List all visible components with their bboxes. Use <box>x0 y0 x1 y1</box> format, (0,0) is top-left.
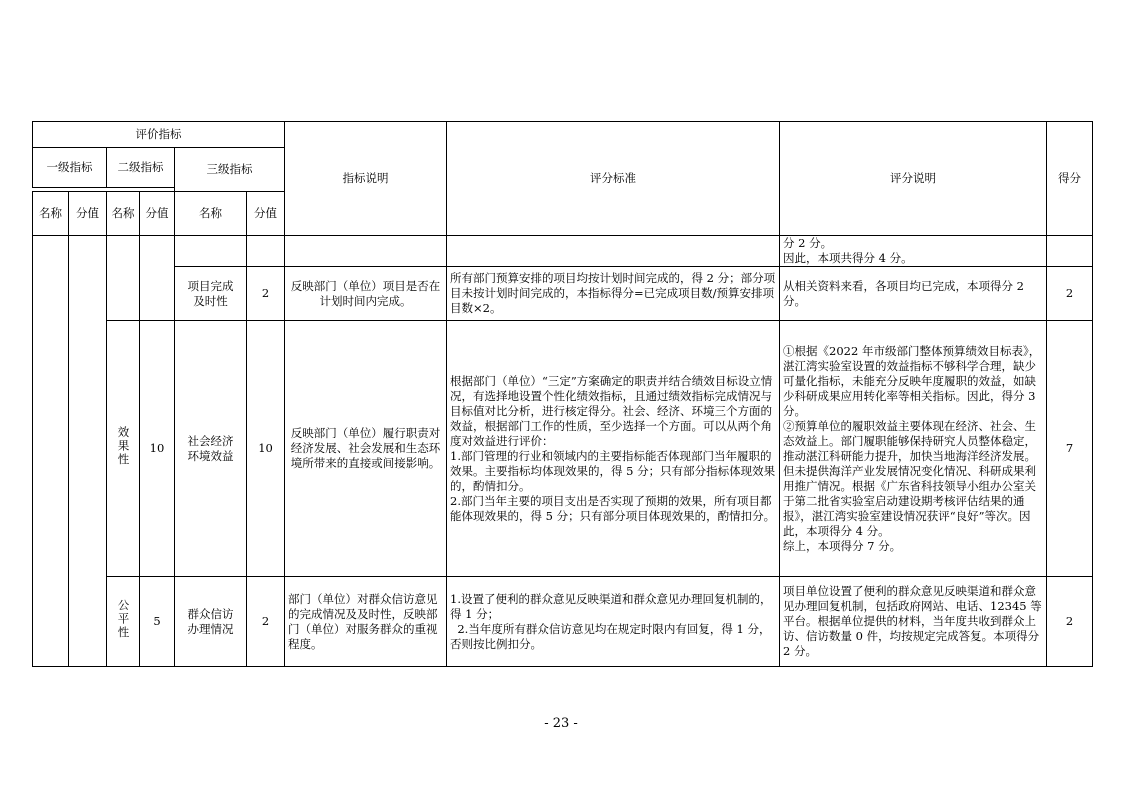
level2-value-fairness: 5 <box>140 577 175 667</box>
criteria-timeliness: 所有部门预算安排的项目均按计划时间完成的，得 2 分；部分项目未按计划时间完成的，本指标得分=已完成项目数/预算安排项目数×2。 <box>447 267 780 321</box>
level2-name-fairness-text: 公平性 <box>116 599 131 640</box>
level2-name-effect <box>107 321 140 577</box>
header-scoring-criteria: 评分标准 <box>447 122 780 236</box>
explanation-timeliness: 从相关资料来看，各项目均已完成，本项得分 2 分。 <box>780 267 1047 321</box>
header-level3-name: 名称 <box>175 192 247 236</box>
header-evaluation-indicators: 评价指标 <box>33 122 285 148</box>
header-level2: 二级指标 <box>107 148 175 188</box>
header-level1-value: 分值 <box>69 192 107 236</box>
criteria-fairness: 1.设置了便利的群众意见反映渠道和群众意见办理回复机制的，得 1 分； 2.当年度所有群众信访意见均在规定时限内有回复，得 1 分，否则按比例扣分。 <box>447 577 780 667</box>
level3-name-cell <box>175 236 247 267</box>
level2-name-effect-text: 效果性 <box>116 426 131 467</box>
explanation-fairness: 项目单位设置了便利的群众意见反映渠道和群众意见办理回复机制，包括政府网站、电话、12345 等平台。根据单位提供的材料，当年度共收到群众上访、信访数量 0 件，均按规定完成答复。本项得分 2 分。 <box>780 577 1047 667</box>
header-level3-value: 分值 <box>247 192 285 236</box>
level3-name-fairness: 群众信访 办理情况 <box>175 577 247 667</box>
explanation-effect: ①根据《2022 年市级部门整体预算绩效目标表》，湛江湾实验室设置的效益指标不够科学合理，缺少可量化指标，未能充分反映年度履职的效益，如缺少科研成果应用转化率等相关指标。因此，得分 3 分。 ②预算单位的履职效益主要体现在经济、社会、生态效益上。部门履职能够保持研究人员整体稳定，推动湛江科研能力提升，加快当地海洋经济发展。但未提供海洋产业发展情况变化情况、科研成果利用推广情况。根据《广东省科技领导小组办公室关于第二批省实验室启动建设期考核评估结果的通报》，湛江湾实验室建设情况获评“良好”等次。因此，本项得分 4 分。 综上，本项得分 7 分。 <box>780 321 1047 577</box>
page-number: - 23 - <box>544 716 578 731</box>
header-score-text: 得分 <box>1058 171 1082 185</box>
desc-fairness: 部门（单位）对群众信访意见的完成情况及及时性，反映部门（单位）对服务群众的重视程度。 <box>285 577 447 667</box>
level3-name-effect: 社会经济 环境效益 <box>175 321 247 577</box>
table-row <box>33 267 1093 321</box>
desc-timeliness: 反映部门（单位）项目是否在计划时间内完成。 <box>285 267 447 321</box>
level3-name-timeliness: 项目完成 及时性 <box>175 267 247 321</box>
header-level2-value: 分值 <box>140 192 175 236</box>
explanation-cell: 分 2 分。 因此，本项共得分 4 分。 <box>780 236 1047 267</box>
level1-name-cell <box>33 236 69 667</box>
table-row <box>33 321 1093 577</box>
level3-value-effect: 10 <box>247 321 285 577</box>
header-score <box>1047 122 1093 236</box>
level2-value-cell <box>140 236 175 321</box>
level3-value-fairness: 2 <box>247 577 285 667</box>
header-scoring-explanation: 评分说明 <box>780 122 1047 236</box>
level2-name-fairness <box>107 577 140 667</box>
table-row <box>33 577 1093 667</box>
score-fairness: 2 <box>1047 577 1093 667</box>
level3-value-cell <box>247 236 285 267</box>
evaluation-table <box>32 121 1093 667</box>
criteria-effect: 根据部门（单位）“三定”方案确定的职责并结合绩效目标设立情况，有选择地设置个性化绩效指标，且通过绩效指标完成情况与目标值对比分析，进行核定得分。社会、经济、环境三个方面的效益，根据部门工作的性质，至少选择一个方面。可以从两个角度对效益进行评价： 1.部门管理的行业和领域内的主要指标能否体现部门当年履职的效果。主要指标均体现效果的，得 5 分；只有部分指标体现效果的，酌情扣分。 2.部门当年主要的项目支出是否实现了预期的效果，所有项目都能体现效果的，得 5 分；只有部分项目体现效果的，酌情扣分。 <box>447 321 780 577</box>
header-level1-name: 名称 <box>33 192 69 236</box>
criteria-cell <box>447 236 780 267</box>
header-level1: 一级指标 <box>33 148 107 188</box>
level2-value-effect: 10 <box>140 321 175 577</box>
score-cell <box>1047 236 1093 267</box>
desc-effect: 反映部门（单位）履行职责对经济发展、社会发展和生态环境所带来的直接或间接影响。 <box>285 321 447 577</box>
level3-value-timeliness: 2 <box>247 267 285 321</box>
table-row <box>33 236 1093 267</box>
level1-value-cell <box>69 236 107 667</box>
score-timeliness: 2 <box>1047 267 1093 321</box>
desc-cell <box>285 236 447 267</box>
score-effect: 7 <box>1047 321 1093 577</box>
header-level3: 三级指标 <box>175 148 285 192</box>
header-level2-name: 名称 <box>107 192 140 236</box>
level2-name-cell <box>107 236 140 321</box>
header-indicator-description: 指标说明 <box>285 122 447 236</box>
